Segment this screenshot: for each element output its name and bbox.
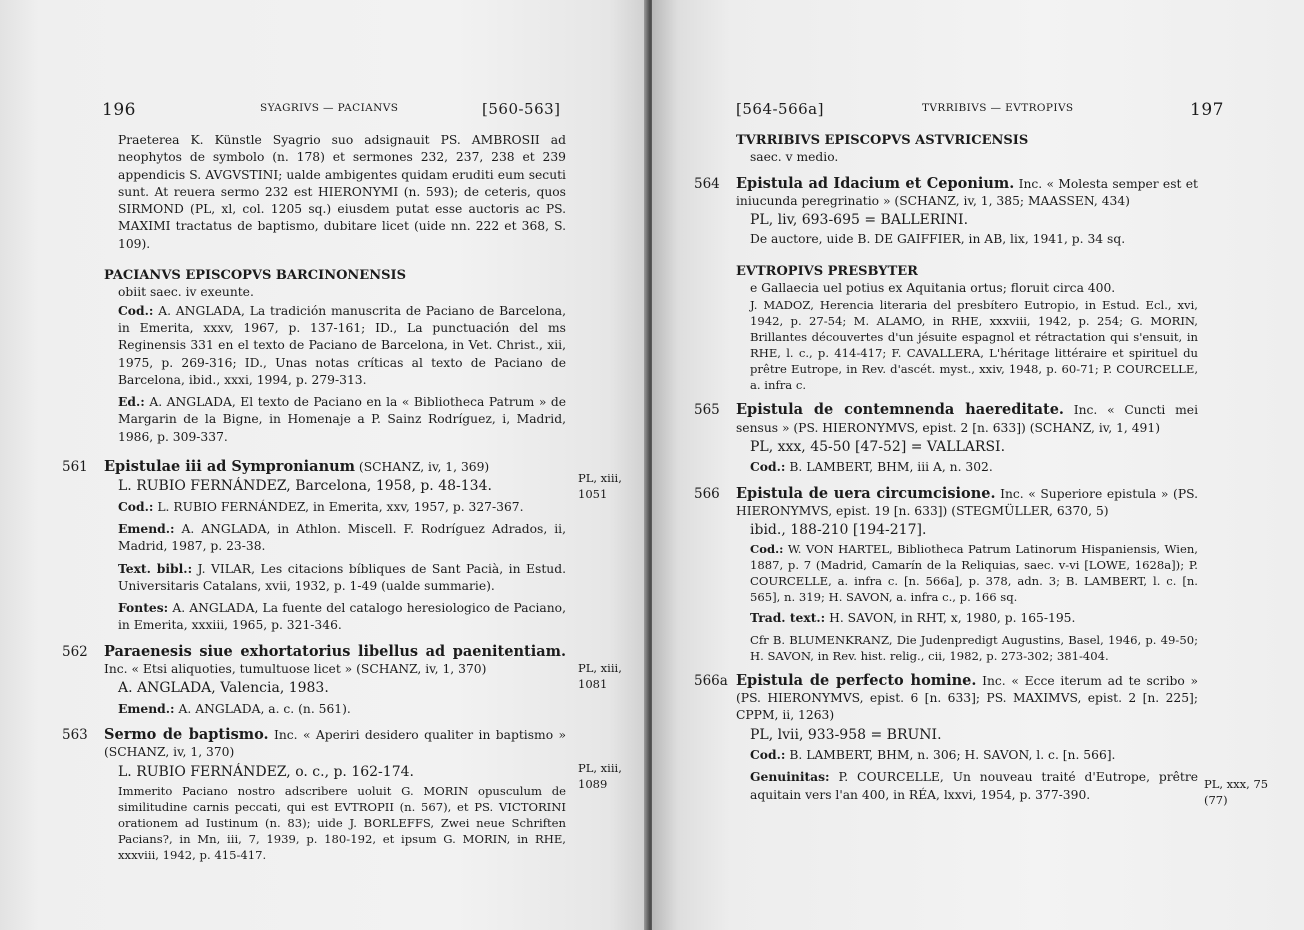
entry-edition: PL, lvii, 933-958 = BRUNI. (750, 726, 942, 743)
codices-paragraph (104, 302, 566, 389)
margin-ref-566a: PL, xxx, 75 (77) (1204, 777, 1269, 807)
margin-ref-561: PL, xiii, 1051 (578, 471, 622, 501)
entry-edition: L. RUBIO FERNÁNDEZ, o. c., p. 162-174. (118, 763, 414, 780)
entry-edition: PL, liv, 693-695 = BALLERINI. (750, 212, 969, 229)
entry-incipit: Inc. « Aperiri desidero qualiter in baptismo » (SCHANZ, iv, 1, 370) (104, 727, 566, 760)
entry-range: [564-566a] (736, 100, 824, 118)
entry-edition: PL, xxx, 45-50 [47-52] = VALLARSI. (750, 438, 1006, 455)
entry-incipit: Inc. « Superiore epistula » (PS. HIERONYMVS, epist. 19 [n. 633]) (STEGMÜLLER, 6370, 5) (736, 486, 1198, 518)
entry-563 (62, 725, 566, 863)
entry-title-ref: (SCHANZ, iv, 1, 369) (358, 460, 490, 475)
entry-number: 562 (62, 643, 88, 660)
section-subtitle: saec. v medio. (750, 150, 839, 165)
entry-auctore: De auctore, uide B. DE GAIFFIER, in AB, lix, 1941, p. 34 sq. (750, 232, 1126, 247)
page-number: 196 (102, 100, 136, 120)
entry-title: Paraenesis siue exhortatorius libellus ad paenitentiam. (104, 642, 566, 660)
section-title: PACIANVS EPISCOPVS BARCINONENSIS (104, 268, 406, 284)
margin-ref-563: PL, xiii, 1089 (578, 761, 622, 791)
entry-incipit: Inc. « Cuncti mei sensus » (PS. HIERONYMVS, epist. 2 [n. 633]) (SCHANZ, iv, 1, 491) (736, 403, 1198, 435)
section-bibliography: J. MADOZ, Herencia literaria del presbítero Eutropio, in Estud. Ecl., xvi, 1942, p. 27-54; M. ALAMO, in RHE, xxxviii, 1942, p. 254; G. MORIN, Brillantes découvertes d'un jésuite espagnol et rétractation qui s'ensuit, in RHE, l. c., p. 414-417; F. CAVALLERA, L'héritage littéraire et spirituel du prêtre Eutrope, in Rev. d'ascét. myst., xxiv, 1948, p. 60-71; P. COURCELLE, a. infra c. (750, 298, 1198, 393)
entry-cfr: Cfr B. BLUMENKRANZ, Die Judenpredigt Augustins, Basel, 1946, p. 49-50; H. SAVON, in Rev. hist. relig., cii, 1982, p. 273-302; 381-404. (750, 632, 1198, 663)
entry-edition: ibid., 188-210 [194-217]. (750, 522, 927, 539)
left-column (62, 132, 566, 867)
entry-number: 566 (694, 485, 720, 502)
entry-number: 566a (694, 672, 728, 689)
entry-cod: Cod.: W. VON HARTEL, Bibliotheca Patrum Latinorum Hispaniensis, Wien, 1887, p. 7 (Madrid, Camarín de la Reliquias, saec. v-vi [LOWE, 1628a]); P. COURCELLE, a. infra c. [n. 566a], p. 378, adn. 3; B. LAMBERT, l. c. [n. 565], n. 319; H. SAVON, a. infra c., p. 166 sq. (750, 542, 1198, 605)
entry-incipit: Inc. « Etsi aliquoties, tumultuose licet » (SCHANZ, iv, 1, 370) (104, 662, 487, 677)
entry-566a (694, 671, 1198, 804)
entry-title: Epistula de uera circumcisione. (736, 484, 996, 502)
entry-title: Epistula de contemnenda haereditate. (736, 401, 1064, 419)
left-page (0, 0, 648, 930)
intro-paragraph: Praeterea K. Künstle Syagrio suo adsignauit PS. AMBROSII ad neophytos de symbolo (n. 178) et sermones 232, 237, 238 et 239 appendicis S. AVGVSTINI; ualde ambigentes quidam eruditi eum secuti sunt. At reuera sermo 232 est HIERONYMI (n. 593); de ceteris, quos SIRMOND (PL, xl, col. 1205 sq.) eiusdem putat esse auctoris ac PS. MAXIMI tractatus de baptismo, dubitare licet (uide nn. 222 et 368, S. 109). (118, 133, 566, 251)
entry-edition: L. RUBIO FERNÁNDEZ, Barcelona, 1958, p. 48-134. (118, 478, 492, 495)
margin-ref-562: PL, xiii, 1081 (578, 661, 622, 691)
entry-cod: Cod.: B. LAMBERT, BHM, n. 306; H. SAVON, l. c. [n. 566]. (750, 746, 1116, 762)
running-title: TVRRIBIVS — EVTROPIVS (922, 102, 1074, 114)
entry-emend: Emend.: A. ANGLADA, a. c. (n. 561). (118, 700, 351, 716)
entry-title: Epistula de perfecto homine. (736, 671, 977, 689)
cod-label: Cod.: (118, 302, 154, 318)
ed-label: Ed.: (118, 394, 145, 410)
right-column (694, 130, 1198, 808)
section-subtitle: e Gallaecia uel potius ex Aquitania ortus; floruit circa 400. (750, 281, 1116, 296)
entry-number: 564 (694, 175, 720, 192)
section-title: TVRRIBIVS EPISCOPVS ASTVRICENSIS (736, 133, 1029, 148)
entry-title: Sermo de baptismo. (104, 725, 269, 743)
entry-title: Epistulae iii ad Sympronianum (104, 458, 355, 476)
entry-trad-text: Trad. text.: H. SAVON, in RHT, x, 1980, p. 165-195. (750, 610, 1076, 626)
entry-incipit: Inc. « Molesta semper est et iniucunda peregrinatio » (SCHANZ, iv, 1, 385; MAASSEN, 434) (736, 176, 1198, 208)
running-title: SYAGRIVS — PACIANVS (260, 102, 399, 114)
entry-562 (62, 642, 566, 718)
entry-cod: Cod.: L. RUBIO FERNÁNDEZ, in Emerita, xxv, 1957, p. 327-367. (118, 498, 524, 514)
entry-cod: Cod.: B. LAMBERT, BHM, iii A, n. 302. (750, 459, 993, 475)
cod-text: A. ANGLADA, La tradición manuscrita de Paciano de Barcelona, in Emerita, xxxv, 1967, p. 137-161; ID., La punctuación del ms Reginensis 331 en el texto de Paciano de Barcelona, in Vet. Christ., xii, 1975, p. 269-316; ID., Unas notas críticas al texto de Paciano de Barcelona, ibid., xxxi, 1994, p. 279-313. (118, 303, 566, 387)
entry-566 (694, 484, 1198, 664)
entry-note: Immerito Paciano nostro adscribere uoluit G. MORIN opusculum de similitudine carnis peccati, qui est EVTROPII (n. 567), et PS. VICTORINI orationem ad Iustinum (n. 83); uide J. BORLEFFS, Zwei neue Schriften Pacians?, in Mn, iii, 7, 1939, p. 180-192, et ipsum G. MORIN, in RHE, xxxviii, 1942, p. 415-417. (118, 783, 566, 862)
ed-text: A. ANGLADA, El texto de Paciano en la « Bibliotheca Patrum » de Margarin de la Bigne, in Homenaje a P. Sainz Rodríguez, i, Madrid, 1986, p. 309-337. (118, 395, 566, 444)
entry-number: 565 (694, 402, 720, 419)
right-page (652, 0, 1304, 930)
entry-incipit: Inc. « Ecce iterum ad te scribo » (PS. HIERONYMVS, epist. 6 [n. 633]; PS. MAXIMVS, epist. 2 [n. 225]; CPPM, ii, 1263) (736, 673, 1198, 723)
entry-number: 563 (62, 726, 88, 743)
entry-title: Epistula ad Idacium et Ceponium. (736, 174, 1015, 192)
entry-text-bibl: Text. bibl.: J. VILAR, Les citacions bíbliques de Sant Pacià, in Estud. Universitaris Catalans, xvii, 1932, p. 1-49 (ualde summarie). (118, 560, 566, 593)
entry-number: 561 (62, 459, 88, 476)
entry-561 (62, 458, 566, 635)
entry-edition: A. ANGLADA, Valencia, 1983. (118, 680, 329, 697)
entry-range: [560-563] (482, 100, 561, 118)
entry-fontes: Fontes: A. ANGLADA, La fuente del catalogo heresiologico de Paciano, in Emerita, xxxiii, 1965, p. 321-346. (118, 600, 566, 633)
entry-genuinitas: Genuinitas: P. COURCELLE, Un nouveau traité d'Eutrope, prêtre aquitain vers l'an 400, in RÉA, lxxvi, 1954, p. 377-390. (750, 769, 1198, 802)
entry-564 (694, 174, 1198, 249)
section-subtitle: obiit saec. iv exeunte. (118, 285, 254, 300)
section-title: EVTROPIVS PRESBYTER (736, 263, 918, 279)
entry-emend: Emend.: A. ANGLADA, in Athlon. Miscell. F. Rodríguez Adrados, ii, Madrid, 1987, p. 23-38. (118, 520, 566, 554)
entry-565 (694, 401, 1198, 476)
page-number: 197 (1190, 100, 1224, 120)
editio-paragraph (104, 393, 566, 446)
